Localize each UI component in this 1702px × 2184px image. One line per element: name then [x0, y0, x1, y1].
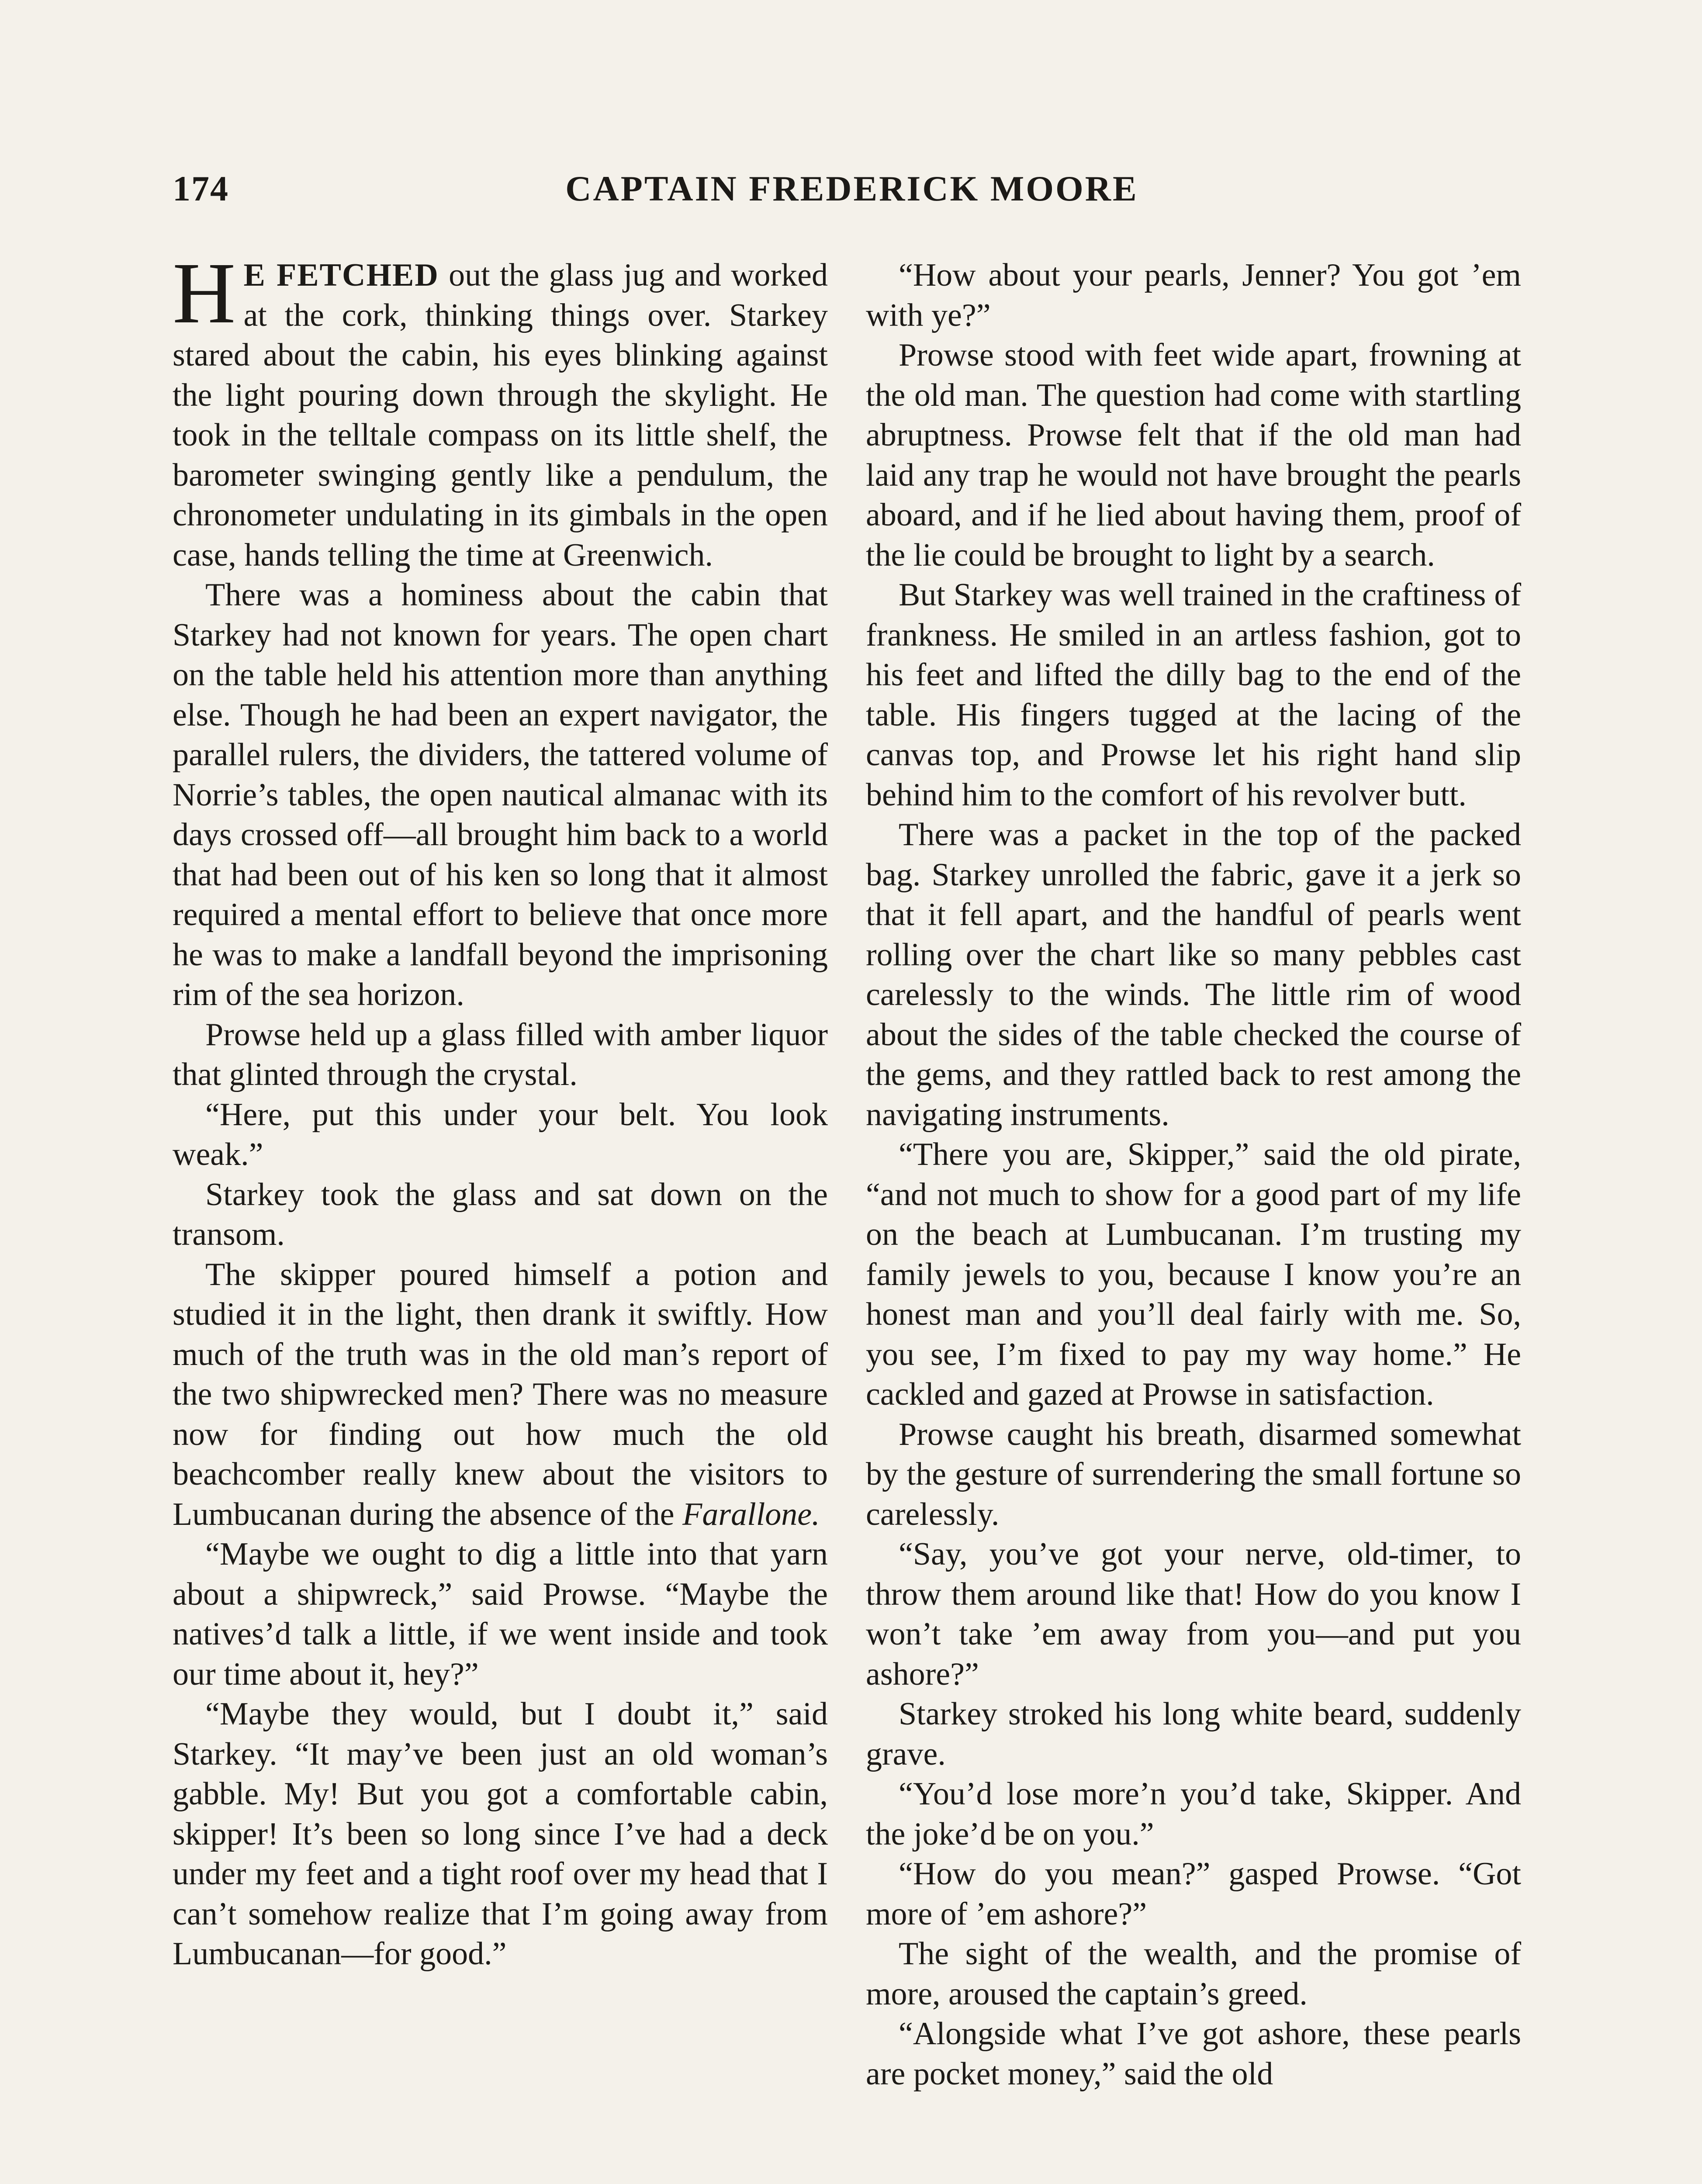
paragraph: “How about your pearls, Jenner? You got ’em with ye?”: [866, 257, 1521, 333]
running-head-title: CAPTAIN FREDERICK MOORE: [565, 169, 1138, 208]
page-number: 174: [173, 169, 229, 208]
paragraph: “You’d lose more’n you’d take, Skipper. And the joke’d be on you.”: [866, 1776, 1521, 1852]
paragraph-text: The skipper poured himself a potion and studied it in the light, then drank it swiftly. How much of the truth was in the old man’s report of the two shipwrecked men? There was no measure now for finding out how much the old beachcomber really knew about the visitors to Lumbucanan during the absence of the: [173, 1256, 828, 1532]
paragraph: Prowse caught his breath, disarmed somewhat by the gesture of surrendering the small fortune so carelessly.: [866, 1416, 1521, 1532]
paragraph: “Here, put this under your belt. You look weak.”: [173, 1096, 828, 1172]
paragraph: There was a packet in the top of the packed bag. Starkey unrolled the fabric, gave it a jerk so that it fell apart, and the handful of pearls went rolling over the chart like so many pebbles cast carelessly to the winds. The little rim of wood about the sides of the table checked the course of the gems, and they rattled back to rest among the navigating instruments.: [866, 817, 1521, 1133]
paragraph: There was a hominess about the cabin that Starkey had not known for years. The open chart on the table held his attention more than anything else. Though he had been an expert navigator, the parallel rulers, the dividers, the tattered volume of Norrie’s tables, the open nautical almanac with its days crossed off—all brought him back to a world that had been out of his ken so long that it almost required a mental effort to believe that once more he was to make a landfall beyond the imprisoning rim of the sea horizon.: [173, 577, 828, 1013]
page-header: [173, 168, 1531, 216]
opening-text: out the glass jug and worked at the cork, thinking things over. Starkey stared about the cabin, his eyes blinking against the light pouring down through the skylight. He took in the telltale compass on its little shelf, the barometer swinging gently like a pendulum, the chronometer undulating in its gimbals in the open case, hands telling the time at Greenwich.: [173, 257, 828, 573]
ship-name: Farallone.: [682, 1496, 820, 1532]
drop-cap: H: [173, 245, 236, 342]
left-text-column: [173, 245, 828, 1974]
paragraph: Prowse stood with feet wide apart, frowning at the old man. The question had come with startling abruptness. Prowse felt that if the old man had laid any trap he would not have brought the pearls aboard, and if he lied about having them, proof of the lie could be brought to light by a search.: [866, 337, 1521, 573]
paragraph: “There you are, Skipper,” said the old pirate, “and not much to show for a good part of my life on the beach at Lumbucanan. I’m trusting my family jewels to you, because I know you’re an honest man and you’ll deal fairly with me. So, you see, I’m fixed to pay my way home.” He cackled and gazed at Prowse in satisfaction.: [866, 1137, 1521, 1412]
paragraph: Starkey took the glass and sat down on the transom.: [173, 1176, 828, 1252]
paragraph: Prowse held up a glass filled with amber liquor that glinted through the crystal.: [173, 1016, 828, 1092]
paragraph: [173, 1255, 828, 1535]
paragraph: “Maybe they would, but I doubt it,” said Starkey. “It may’ve been just an old woman’s gabble. My! But you got a comfortable cabin, skipper! It’s been so long since I’ve had a deck under my feet and a tight roof over my head that I can’t somehow realize that I’m going away from Lumbucanan—for good.”: [173, 1696, 828, 1972]
paragraph: Starkey stroked his long white beard, suddenly grave.: [866, 1696, 1521, 1772]
paragraph: But Starkey was well trained in the craftiness of frankness. He smiled in an artless fashion, got to his feet and lifted the dilly bag to the end of the table. His fingers tugged at the lacing of the canvas top, and Prowse let his right hand slip behind him to the comfort of his revolver butt.: [866, 577, 1521, 813]
paragraph: “How do you mean?” gasped Prowse. “Got more of ’em ashore?”: [866, 1856, 1521, 1932]
paragraph: The sight of the wealth, and the promise of more, aroused the captain’s greed.: [866, 1936, 1521, 2012]
opening-paragraph: [173, 245, 828, 575]
paragraph: “Alongside what I’ve got ashore, these pearls are pocket money,” said the old: [866, 2016, 1521, 2092]
paragraph: “Say, you’ve got your nerve, old-timer, to throw them around like that! How do you know I won’t take ’em away from you—and put you ashore?”: [866, 1536, 1521, 1692]
opening-caps: E FETCHED: [243, 257, 439, 293]
paragraph: “Maybe we ought to dig a little into that yarn about a shipwreck,” said Prowse. “Maybe the natives’d talk a little, if we went inside and took our time about it, hey?”: [173, 1536, 828, 1692]
right-text-column: [866, 256, 1521, 2094]
